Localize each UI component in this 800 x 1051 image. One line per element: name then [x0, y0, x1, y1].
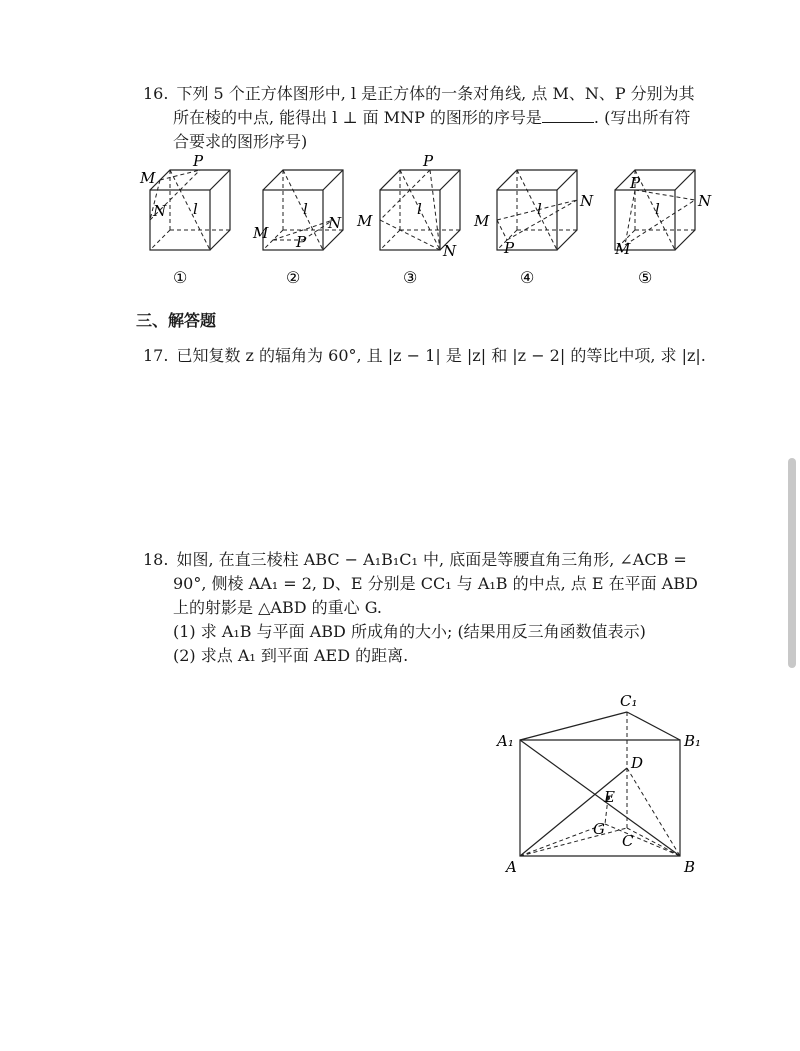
- label-l: l: [655, 200, 660, 218]
- question-text-line1: 如图, 在直三棱柱 ABC − A₁B₁C₁ 中, 底面是等腰直角三角形, ∠ACB =: [176, 550, 687, 569]
- figure-label-1: ①: [173, 268, 188, 287]
- label-A1: A₁: [497, 732, 514, 750]
- label-D: D: [631, 754, 644, 772]
- label-M: M: [474, 212, 490, 230]
- label-B: B: [684, 858, 696, 876]
- label-N: N: [443, 242, 457, 260]
- label-l: l: [417, 200, 422, 218]
- label-N: N: [698, 192, 712, 210]
- label-P: P: [423, 152, 434, 170]
- question-text-line1: 下列 5 个正方体图形中, l 是正方体的一条对角线, 点 M、N、P 分别为其: [176, 84, 695, 103]
- label-E: E: [604, 788, 615, 806]
- label-N: N: [580, 192, 594, 210]
- figure-label-2: ②: [286, 268, 301, 287]
- label-M: M: [357, 212, 373, 230]
- cube-figure-2: [252, 170, 343, 287]
- question-18: [143, 548, 733, 668]
- question-number: 17.: [143, 346, 169, 365]
- label-G: G: [593, 820, 605, 838]
- figure-label-3: ③: [403, 268, 418, 287]
- question-text: 已知复数 z 的辐角为 60°, 且 |z − 1| 是 |z| 和 |z − 2| 的等比中项, 求 |z|.: [176, 346, 706, 365]
- label-N: N: [328, 214, 342, 232]
- prism-figure: [490, 688, 720, 878]
- figure-label-4: ④: [520, 268, 535, 287]
- label-B1: B₁: [684, 732, 702, 750]
- label-P: P: [630, 174, 641, 192]
- question-number: 16.: [143, 84, 169, 103]
- answer-blank[interactable]: [542, 106, 594, 123]
- section-title: 三、解答题: [136, 311, 217, 330]
- cube-figure-3: [356, 152, 460, 287]
- question-text-line2-tail: . (写出所有符: [593, 108, 691, 127]
- label-C: C: [622, 832, 634, 850]
- label-l: l: [193, 200, 198, 218]
- label-M: M: [253, 224, 269, 242]
- scrollbar-thumb[interactable]: [788, 458, 796, 668]
- question-17: [143, 344, 743, 368]
- question-text-line2: 所在棱的中点, 能得出 l ⊥ 面 MNP 的图形的序号是: [173, 108, 542, 127]
- figure-label-5: ⑤: [638, 268, 653, 287]
- label-M: M: [140, 169, 156, 187]
- label-M: M: [615, 240, 631, 258]
- label-P: P: [193, 152, 204, 170]
- cube-figures: [130, 150, 730, 290]
- question-part-1: (1) 求 A₁B 与平面 ABD 所成角的大小; (结果用反三角函数值表示): [173, 622, 646, 641]
- question-number: 18.: [143, 550, 169, 569]
- cube-figure-5: [614, 170, 712, 287]
- question-text-line3: 上的射影是 △ABD 的重心 G.: [173, 598, 383, 617]
- label-P: P: [296, 233, 307, 251]
- question-text-line3: 合要求的图形序号): [173, 132, 308, 151]
- question-part-2: (2) 求点 A₁ 到平面 AED 的距离.: [173, 646, 409, 665]
- label-l: l: [303, 200, 308, 218]
- label-C1: C₁: [620, 692, 638, 710]
- cube-figure-1: [139, 152, 230, 287]
- question-text-line2: 90°, 侧棱 AA₁ = 2, D、E 分别是 CC₁ 与 A₁B 的中点, 点 E 在平面 ABD: [173, 574, 698, 593]
- label-l: l: [537, 200, 542, 218]
- label-P: P: [504, 239, 515, 257]
- label-N: N: [153, 202, 167, 220]
- label-A: A: [506, 858, 517, 876]
- cube-figure-4: [473, 170, 594, 287]
- question-16: [143, 82, 733, 154]
